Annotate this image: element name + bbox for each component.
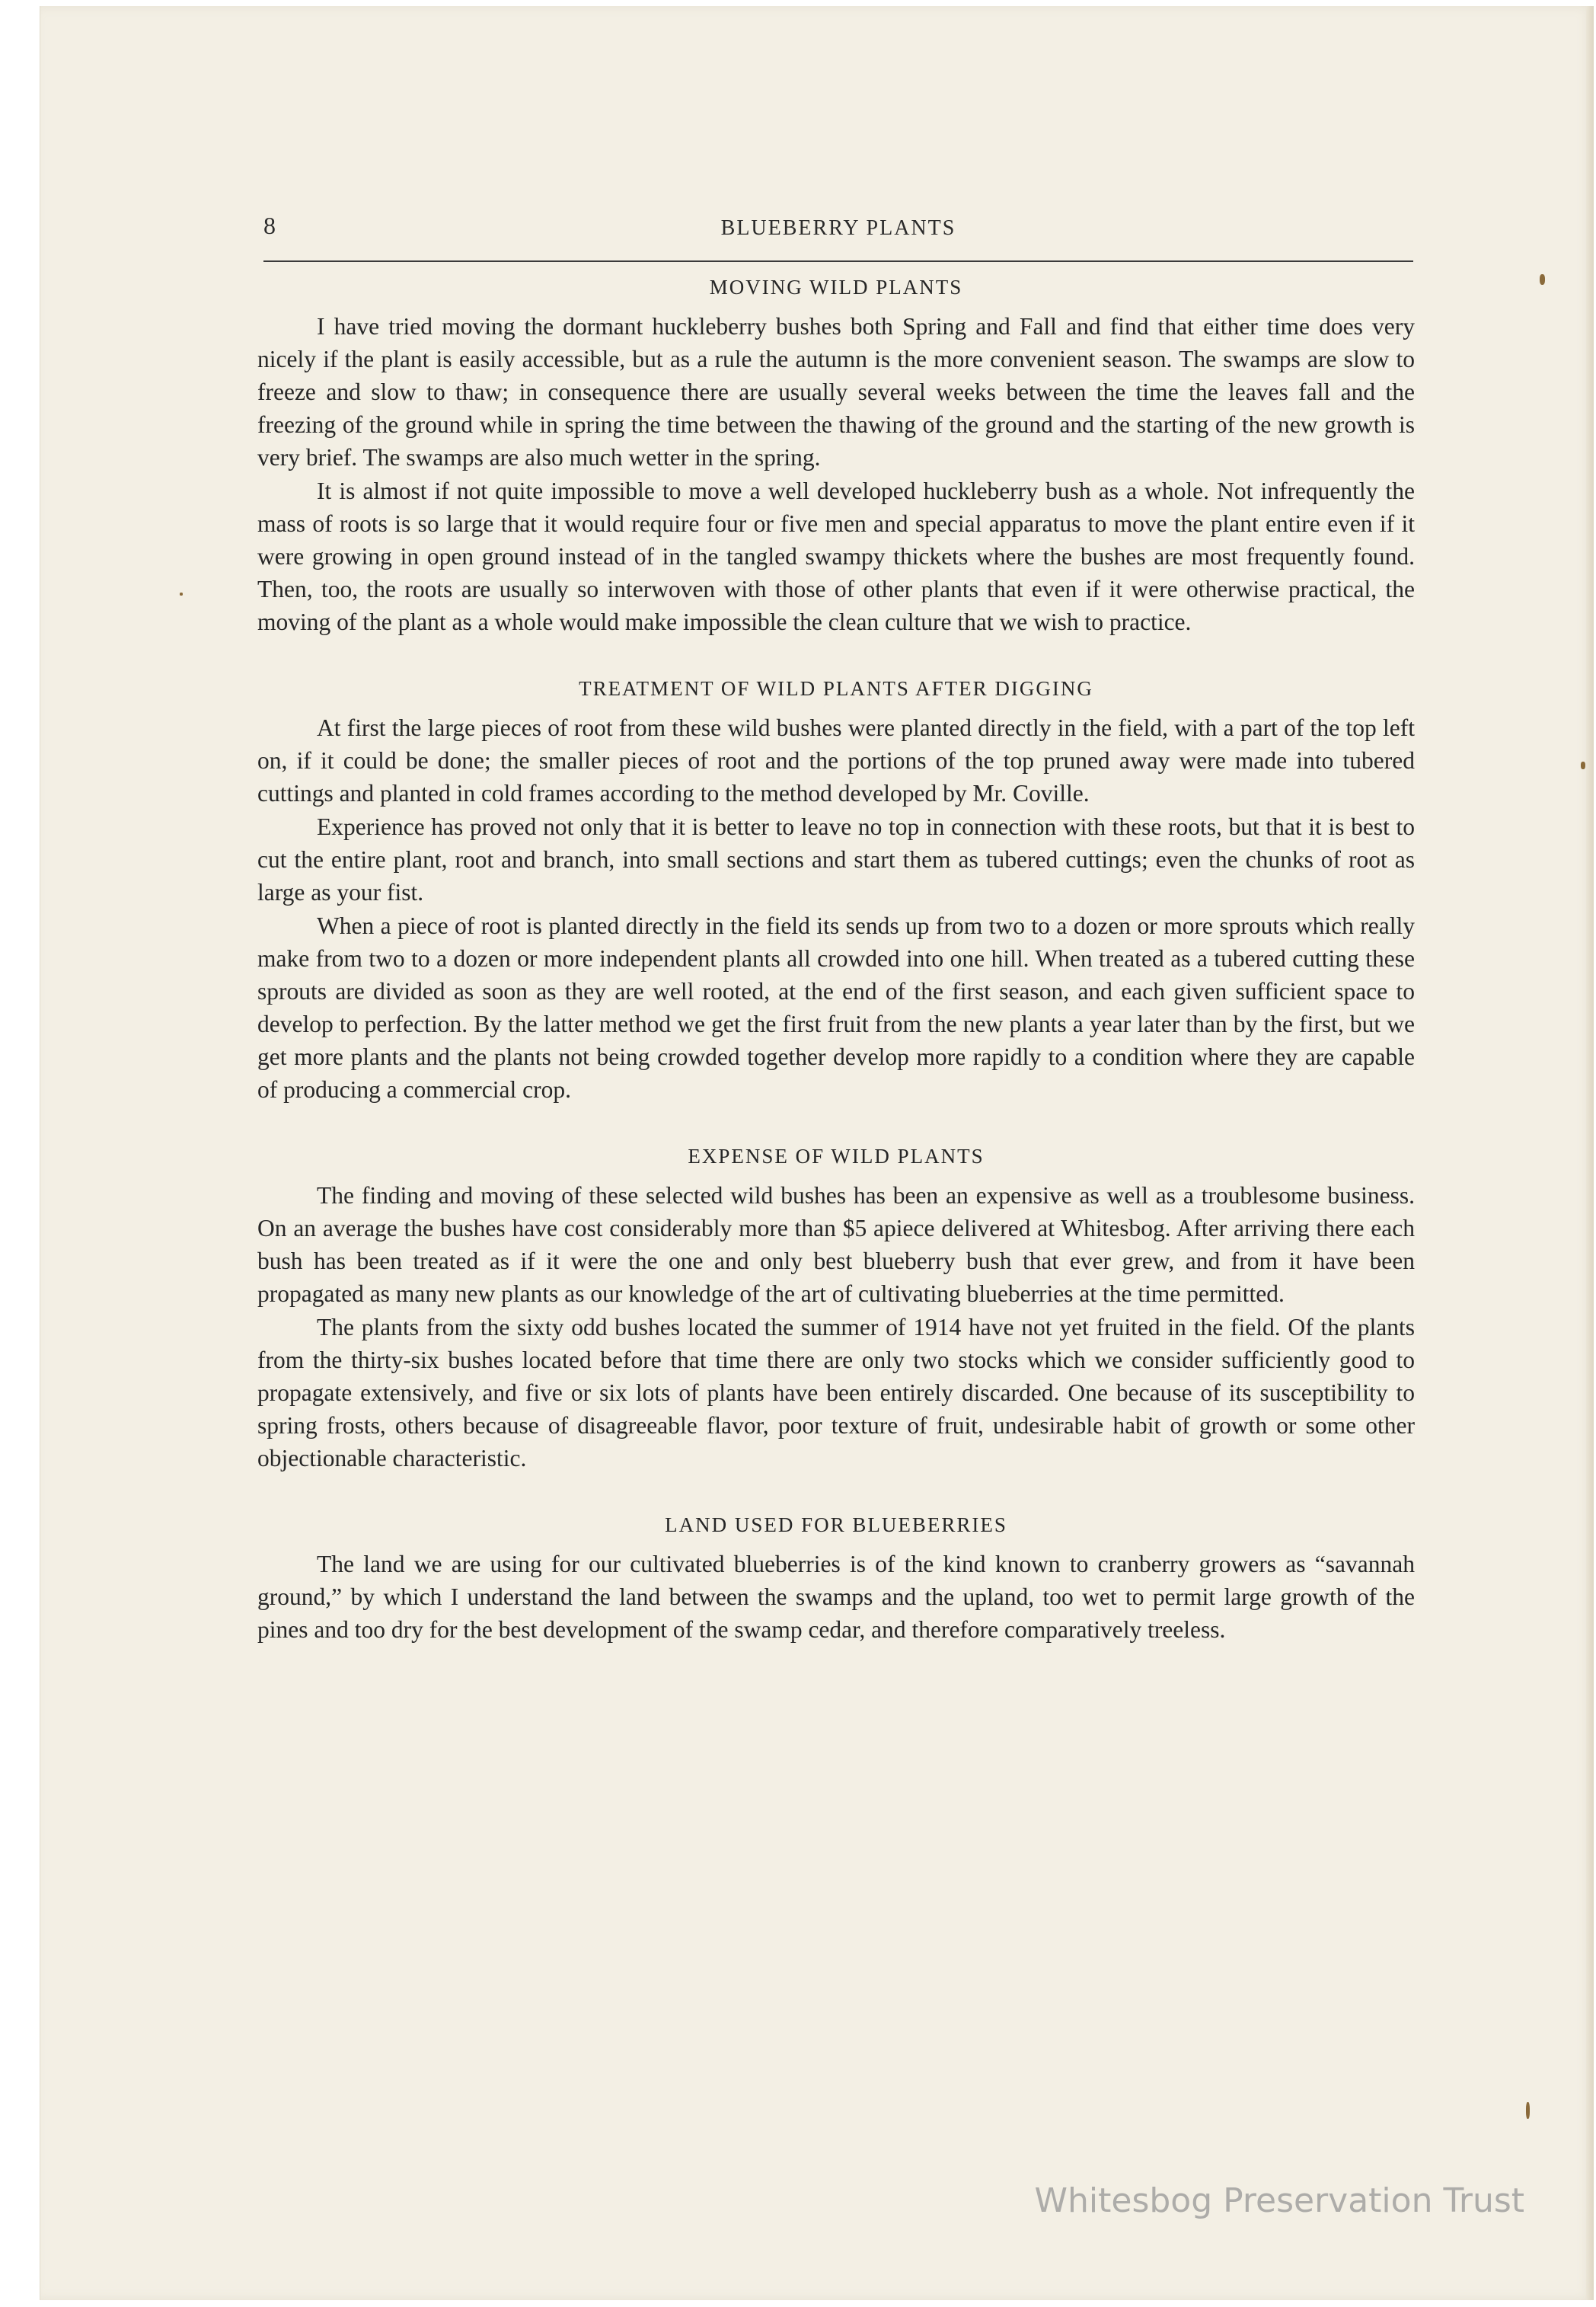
paragraph: Experience has proved not only that it is better to leave no top in connection with these roots, but that it is best to cut the entire plant, root and branch, into small sections and start them as tubered cuttings; even the chunks of root as large as your fist. [257,813,1415,906]
section-spacer [257,639,1415,677]
section-moving-wild-plants [257,276,1415,638]
section-spacer [257,1107,1415,1145]
article-body [257,276,1415,1647]
paper-speck [1526,2102,1530,2119]
section-heading: MOVING WILD PLANTS [709,276,963,299]
section-spacer [257,1475,1415,1513]
paper-speck [180,593,183,596]
section-land-used [257,1513,1415,1646]
paragraph: The finding and moving of these selected wild bushes has been an expensive as well as a troublesome business. On an average the bushes have cost considerably more than $5 apiece delivered at Whitesbog. After arriving there each bush has been treated as if it were the one and only best blueberry bush that ever grew, and from it have been propagated as many new plants as our knowledge of the art of cultivating blueberries at the time permitted. [257,1182,1415,1307]
section-heading: EXPENSE OF WILD PLANTS [688,1145,985,1168]
section-heading: LAND USED FOR BLUEBERRIES [665,1513,1007,1536]
paragraph: It is almost if not quite impossible to move a well developed huckleberry bush as a whole. Not infrequently the mass of roots is so large that it would require four or five men and special apparatus to move the plant entire even if it were growing in open ground instead of in the tangled swampy thickets where the bushes are most frequently found. Then, too, the roots are usually so interwoven with those of other plants that even if it were otherwise practical, the moving of the plant as a whole would make impossible the clean culture that we wish to practice. [257,478,1415,635]
watermark: Whitesbog Preservation Trust [1034,2181,1524,2220]
running-title: BLUEBERRY PLANTS [720,216,956,240]
paragraph: The plants from the sixty odd bushes located the summer of 1914 have not yet fruited in the field. Of the plants from the thirty-six bushes located before that time there are only two stocks which we consider sufficiently good to propagate extensively, and five or six lots of plants have been entirely discarded. One because of its susceptibility to spring frosts, others because of disagreeable flavor, poor texture of fruit, undesirable habit of growth or some other objectionable characteristic. [257,1314,1415,1471]
running-head [263,207,1413,262]
paragraph: I have tried moving the dormant huckleberry bushes both Spring and Fall and find that either time does very nicely if the plant is easily accessible, but as a rule the autumn is the more convenient season. The swamps are slow to freeze and slow to thaw; in consequence there are usually several weeks between the time the leaves fall and the freezing of the ground while in spring the time between the thawing of the ground and the starting of the new growth is very brief. The swamps are also much wetter in the spring. [257,313,1415,471]
paper-speck [1581,762,1585,769]
page-edge [1586,6,1594,2300]
paragraph: At first the large pieces of root from these wild bushes were planted directly in the field, with a part of the top left on, if it could be done; the smaller pieces of root and the portions of the top pruned away were made into tubered cuttings and planted in cold frames according to the method developed by Mr. Coville. [257,714,1415,807]
paragraph: When a piece of root is planted directly in the field its sends up from two to a dozen or more sprouts which really make from two to a dozen or more independent plants all crowded into one hill. When treated as a tubered cutting these sprouts are divided as soon as they are well rooted, at the end of the first season, and each given sufficient space to develop to perfection. By the latter method we get the first fruit from the new plants a year later than by the first, but we get more plants and the plants not being crowded together develop more rapidly to a condition where they are capable of producing a commercial crop. [257,912,1415,1103]
section-expense-of-wild-plants [257,1145,1415,1475]
paper-speck [1540,274,1545,285]
section-heading: TREATMENT OF WILD PLANTS AFTER DIGGING [579,677,1093,700]
section-treatment-after-digging [257,677,1415,1106]
page-number: 8 [263,212,276,239]
paragraph: The land we are using for our cultivated blueberries is of the kind known to cranberry growers as “savannah ground,” by which I understand the land between the swamps and the upland, too wet to permit large growth of the pines and too dry for the best development of the swamp cedar, and therefore comparatively treeless. [257,1551,1415,1643]
